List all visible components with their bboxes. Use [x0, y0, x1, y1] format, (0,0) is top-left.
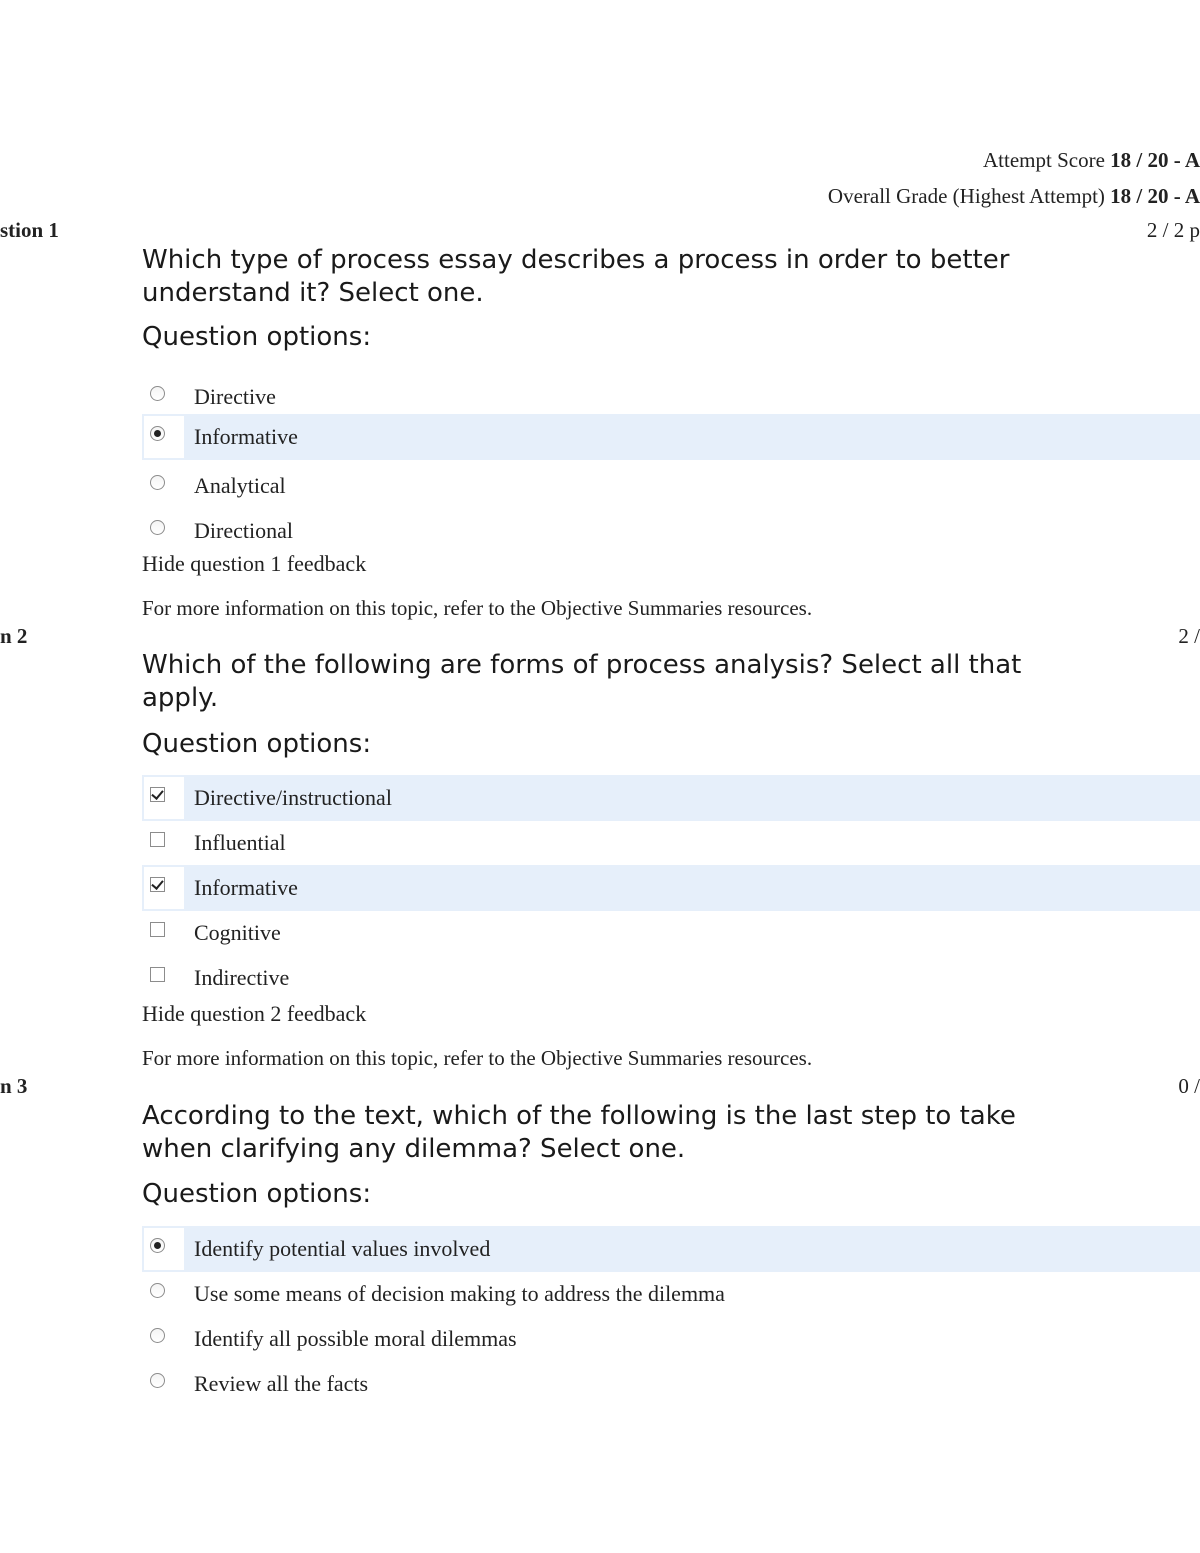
option-control-box	[144, 376, 184, 418]
option-control-box	[144, 867, 184, 909]
question-1-label: stion 1	[0, 218, 59, 242]
question-1-option-4[interactable]	[142, 508, 1200, 554]
checkbox[interactable]	[150, 967, 165, 982]
option-control-box	[144, 1363, 184, 1405]
radio-button-checked[interactable]	[150, 1238, 165, 1253]
question-3-points: 0 /	[1178, 1074, 1200, 1098]
option-control-box	[144, 465, 184, 507]
checkbox[interactable]	[150, 922, 165, 937]
option-label: Informative	[194, 875, 298, 900]
question-3-option-4[interactable]	[142, 1361, 1200, 1407]
question-3-option-1[interactable]	[142, 1226, 1200, 1272]
question-2-option-5[interactable]	[142, 955, 1200, 1001]
question-1-option-3[interactable]	[142, 463, 1200, 509]
radio-button[interactable]	[150, 1373, 165, 1388]
option-control-box	[144, 1228, 184, 1270]
radio-button[interactable]	[150, 475, 165, 490]
radio-button[interactable]	[150, 520, 165, 535]
question-2-option-1[interactable]	[142, 775, 1200, 821]
question-3-options-heading: Question options:	[142, 1179, 372, 1209]
checkbox-checked[interactable]	[150, 877, 165, 892]
question-2-feedback: For more information on this topic, refer to the Objective Summaries resources.	[142, 1046, 813, 1070]
question-3-label: n 3	[0, 1074, 28, 1098]
option-control-box	[144, 822, 184, 864]
attempt-score	[983, 148, 1200, 172]
option-label: Directive/instructional	[194, 785, 392, 810]
option-label: Analytical	[194, 473, 286, 498]
question-2-points: 2 /	[1178, 624, 1200, 648]
attempt-score-label: Attempt Score	[983, 148, 1105, 172]
radio-button[interactable]	[150, 1328, 165, 1343]
option-label: Identify potential values involved	[194, 1236, 491, 1261]
question-1-points: 2 / 2 p	[1146, 218, 1200, 242]
question-3-text: According to the text, which of the following is the last step to take when clarifying any dilemma? Select one.	[142, 1101, 1016, 1164]
attempt-score-value: 18 / 20 - A	[1110, 148, 1200, 172]
question-2-text: Which of the following are forms of process analysis? Select all that apply.	[142, 650, 1022, 713]
question-2-option-2[interactable]	[142, 820, 1200, 866]
option-label: Informative	[194, 424, 298, 449]
question-1-feedback: For more information on this topic, refer to the Objective Summaries resources.	[142, 596, 813, 620]
checkbox[interactable]	[150, 832, 165, 847]
option-label: Identify all possible moral dilemmas	[194, 1326, 517, 1351]
option-control-box	[144, 957, 184, 999]
question-3-option-2[interactable]	[142, 1271, 1200, 1317]
overall-grade-value: 18 / 20 - A	[1110, 184, 1200, 208]
option-control-box	[144, 1318, 184, 1360]
checkbox-checked[interactable]	[150, 787, 165, 802]
option-control-box	[144, 912, 184, 954]
option-label: Directive	[194, 384, 276, 409]
question-1-option-2[interactable]	[142, 414, 1200, 460]
question-1-options-heading: Question options:	[142, 322, 372, 352]
overall-grade-label: Overall Grade (Highest Attempt)	[827, 184, 1105, 208]
question-2-options-heading: Question options:	[142, 729, 372, 759]
radio-button[interactable]	[150, 1283, 165, 1298]
option-label: Use some means of decision making to address the dilemma	[194, 1281, 725, 1306]
radio-button-checked[interactable]	[150, 426, 165, 441]
option-label: Review all the facts	[194, 1371, 369, 1396]
question-2-feedback-toggle[interactable]: Hide question 2 feedback	[142, 1001, 367, 1026]
option-control-box	[144, 416, 184, 458]
question-2-label: n 2	[0, 624, 28, 648]
question-1-feedback-toggle[interactable]: Hide question 1 feedback	[142, 551, 367, 576]
option-control-box	[144, 510, 184, 552]
option-control-box	[144, 777, 184, 819]
option-label: Influential	[194, 830, 286, 855]
question-2-option-3[interactable]	[142, 865, 1200, 911]
question-3-option-3[interactable]	[142, 1316, 1200, 1362]
option-label: Directional	[194, 518, 293, 543]
radio-button[interactable]	[150, 386, 165, 401]
question-1-text: Which type of process essay describes a process in order to better understand it? Select one.	[142, 245, 1010, 308]
overall-grade	[828, 184, 1200, 208]
option-control-box	[144, 1273, 184, 1315]
option-label: Indirective	[194, 965, 290, 990]
question-2-option-4[interactable]	[142, 910, 1200, 956]
option-label: Cognitive	[194, 920, 281, 945]
